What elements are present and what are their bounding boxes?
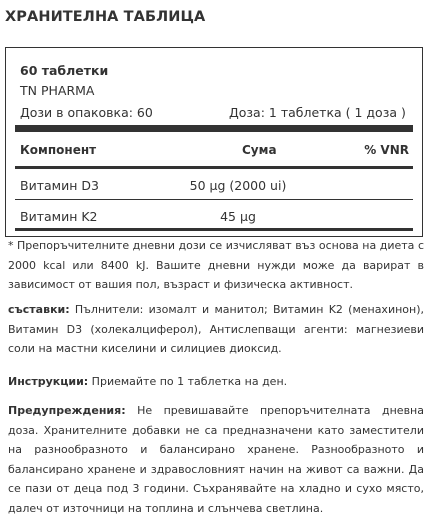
ingredients-text: Пълнители: изомалт и манитол; Витамин K2 (менахинон), Витамин D3 (холекалциферол), Антислепващи агенти: магнезиеви соли на мастни киселини и силициев диоксид. bbox=[8, 303, 424, 355]
warnings-label: Предупреждения: bbox=[8, 404, 126, 417]
serving-count: 60 таблетки bbox=[20, 63, 109, 78]
brand-name: TN PHARMA bbox=[20, 83, 95, 98]
divider-thick bbox=[15, 125, 413, 132]
component-name: Витамин D3 bbox=[20, 178, 99, 193]
ingredients-section bbox=[8, 300, 424, 359]
header-vnr: % VNR bbox=[364, 143, 409, 157]
dose-size: Доза: 1 таблетка ( 1 доза ) bbox=[229, 105, 406, 120]
instructions-label: Инструкции: bbox=[8, 375, 89, 388]
page-title: ХРАНИТЕЛНА ТАБЛИЦА bbox=[5, 9, 206, 25]
component-name: Витамин K2 bbox=[20, 209, 98, 224]
servings-per-pack: Дози в опаковка: 60 bbox=[20, 105, 153, 120]
component-amount: 50 µg (2000 ui) bbox=[189, 178, 287, 193]
nutrition-facts-panel bbox=[5, 47, 423, 237]
divider-bottom bbox=[15, 228, 413, 231]
instructions-text: Приемайте по 1 таблетка на ден. bbox=[88, 375, 288, 388]
header-amount: Сума bbox=[242, 143, 277, 157]
divider-row bbox=[15, 199, 413, 200]
divider-header bbox=[15, 166, 413, 169]
warnings-section bbox=[8, 401, 424, 518]
table-row bbox=[15, 172, 413, 197]
component-amount: 45 µg bbox=[220, 209, 256, 224]
warnings-text: Не превишавайте препоръчителната дневна доза. Хранителните добавки не са предназначени като заместители на разнообразното и балансирано хранене. Разнообразното и балансирано хранене и здравословният начин на живот са важни. Да се пази от деца под 3 години. Съхранявайте на хладно и сухо място, далеч от източници на топлина и слънчева светлина. bbox=[8, 404, 424, 515]
ingredients-label: съставки: bbox=[8, 303, 70, 316]
daily-value-note: * Препоръчителните дневни дози се изчисляват въз основа на диета с 2000 kcal или 8400 kJ. Вашите дневни нужди може да варират в зависимост от вашия пол, възраст и физическа активност. bbox=[8, 239, 424, 291]
header-component: Компонент bbox=[20, 143, 97, 157]
instructions-section bbox=[8, 372, 424, 392]
table-row bbox=[15, 203, 413, 228]
